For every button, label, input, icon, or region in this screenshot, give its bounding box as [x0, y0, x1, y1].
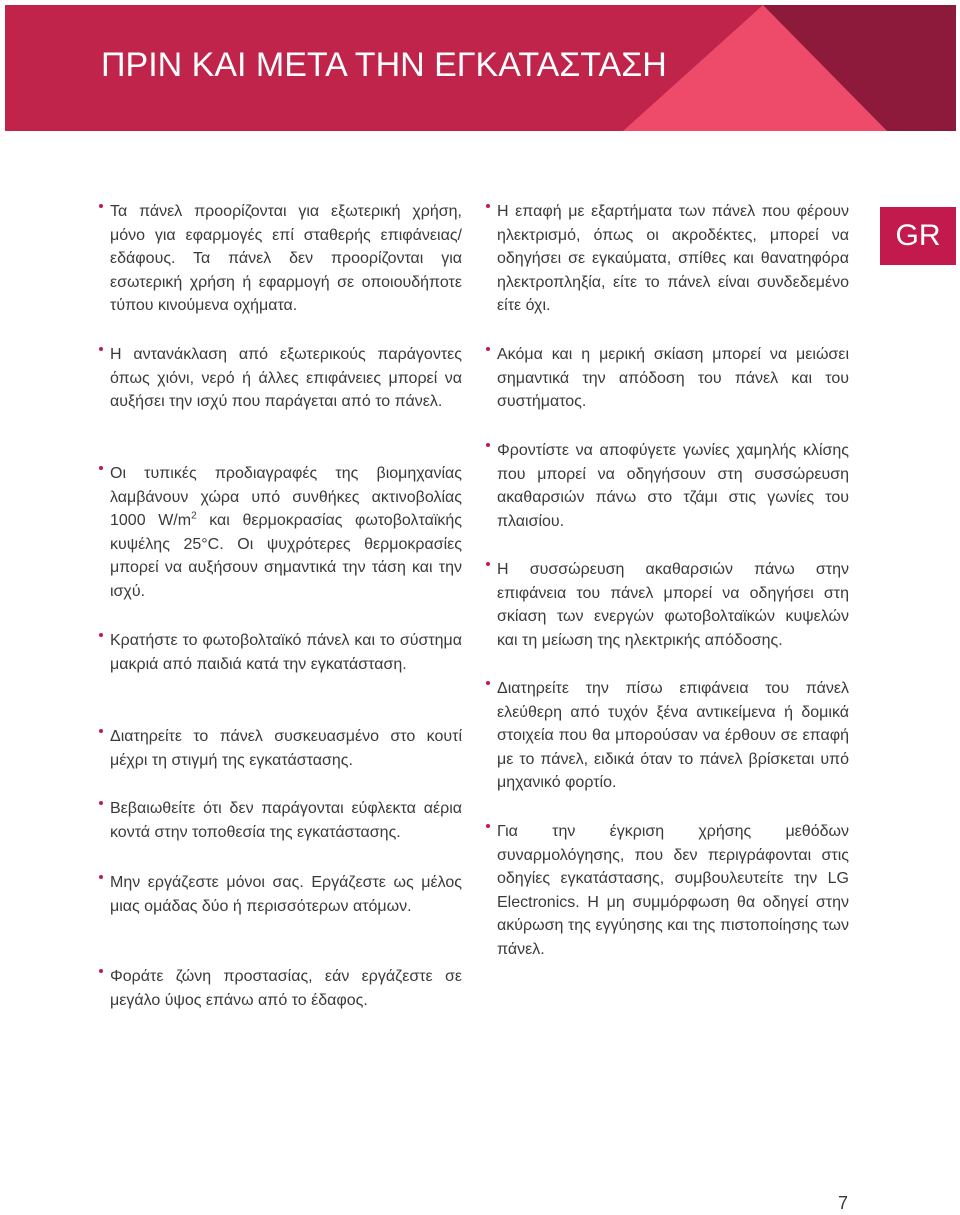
page-number: 7	[838, 1193, 849, 1213]
list-item	[497, 677, 849, 795]
bullet-icon	[99, 204, 103, 208]
list-item	[110, 965, 462, 1012]
list-item-text: Η επαφή με εξαρτήματα των πάνελ που φέρουν ηλεκτρισμό, όπως οι ακροδέκτες, μπορεί να οδηγήσει σε εγκαύματα, σπίθες και θανατηφόρα ηλεκτροπληξία, είτε το πάνελ είναι συνδεδεμένο είτε όχι.	[497, 203, 849, 314]
list-item	[110, 200, 462, 318]
superscript: 2	[191, 510, 197, 522]
bullet-icon	[99, 347, 103, 351]
list-item	[497, 439, 849, 533]
list-item	[110, 343, 462, 414]
list-item	[497, 200, 849, 318]
list-item	[110, 629, 462, 676]
list-item	[110, 797, 462, 844]
bullet-icon	[486, 204, 490, 208]
list-item-text-continued: και θερμοκρασίας φωτοβολταϊκής κυψέλης 25°C. Οι ψυχρότερες θερμοκρασίες μπορεί να αυξήσουν σημαντικά την τάση και την ισχύ.	[110, 512, 462, 600]
bullet-icon	[486, 681, 490, 685]
page-title: ΠΡΙΝ ΚΑΙ ΜΕΤΑ ΤΗΝ ΕΓΚΑΤΑΣΤΑΣΗ	[101, 46, 667, 84]
list-item	[497, 820, 849, 961]
bullet-icon	[99, 466, 103, 470]
list-item	[110, 462, 462, 603]
list-item-text: Ακόμα και η μερική σκίαση μπορεί να μειώσει σημαντικά την απόδοση του πάνελ και του συστήματος.	[497, 346, 849, 410]
list-item-text: Μην εργάζεστε μόνοι σας. Εργάζεστε ως μέλος μιας ομάδας δύο ή περισσότερων ατόμων.	[110, 874, 462, 915]
list-item	[497, 558, 849, 652]
list-item-text: Κρατήστε το φωτοβολταϊκό πάνελ και το σύστημα μακριά από παιδιά κατά την εγκατάσταση.	[110, 632, 462, 673]
list-item-text: Η αντανάκλαση από εξωτερικούς παράγοντες όπως χιόνι, νερό ή άλλες επιφάνειες μπορεί να αυξήσει την ισχύ που παράγεται από το πάνελ.	[110, 346, 462, 410]
bullet-icon	[486, 824, 490, 828]
list-item	[110, 871, 462, 918]
bullet-icon	[486, 562, 490, 566]
bullet-icon	[486, 443, 490, 447]
header-banner	[5, 5, 956, 131]
list-item-text: Διατηρείτε το πάνελ συσκευασμένο στο κουτί μέχρι τη στιγμή της εγκατάστασης.	[110, 728, 462, 769]
bullet-icon	[99, 875, 103, 879]
list-item-text: Για την έγκριση χρήσης μεθόδων συναρμολόγησης, που δεν περιγράφονται στις οδηγίες εγκατάστασης, συμβουλευτείτε την LG Electronics. Η μη συμμόρφωση θα οδηγεί στην ακύρωση της εγγύησης και της πιστοποίησης των πάνελ.	[497, 823, 849, 958]
list-item-text: Οι τυπικές προδιαγραφές της βιομηχανίας λαμβάνουν χώρα υπό συνθήκες ακτινοβολίας 1000 W/m	[110, 465, 462, 529]
list-item-text: Βεβαιωθείτε ότι δεν παράγονται εύφλεκτα αέρια κοντά στην τοποθεσία της εγκατάστασης.	[110, 800, 462, 841]
list-item-text: Φοράτε ζώνη προστασίας, εάν εργάζεστε σε μεγάλο ύψος επάνω από το έδαφος.	[110, 968, 462, 1009]
list-item-text: Η συσσώρευση ακαθαρσιών πάνω στην επιφάνεια του πάνελ μπορεί να οδηγήσει στη σκίαση των ενεργών φωτοβολταϊκών κυψελών και τη μείωση της ηλεκτρικής απόδοσης.	[497, 561, 849, 649]
bullet-icon	[99, 633, 103, 637]
list-item	[497, 343, 849, 414]
bullet-icon	[99, 801, 103, 805]
bullet-icon	[99, 969, 103, 973]
list-item-text: Φροντίστε να αποφύγετε γωνίες χαμηλής κλίσης που μπορεί να οδηγήσουν στη συσσώρευση ακαθαρσιών πάνω στο τζάμι στις γωνίες του πλαισίου.	[497, 442, 849, 530]
bullet-icon	[99, 729, 103, 733]
list-item-text: Τα πάνελ προορίζονται για εξωτερική χρήση, μόνο για εφαρμογές επί σταθερής επιφάνειας/εδάφους. Τα πάνελ δεν προορίζονται για εσωτερική χρήση ή εφαρμογή σε οποιουδήποτε τύπου κινούμενα οχήματα.	[110, 203, 462, 314]
bullet-icon	[486, 347, 490, 351]
list-item-text: Διατηρείτε την πίσω επιφάνεια του πάνελ ελεύθερη από τυχόν ξένα αντικείμενα ή δομικά στοιχεία που θα μπορούσαν να έρθουν σε επαφή με το πάνελ, ειδικά όταν το πάνελ βρίσκεται υπό μηχανικό φορτίο.	[497, 680, 849, 791]
language-badge: GR	[880, 207, 956, 265]
list-item	[110, 725, 462, 772]
